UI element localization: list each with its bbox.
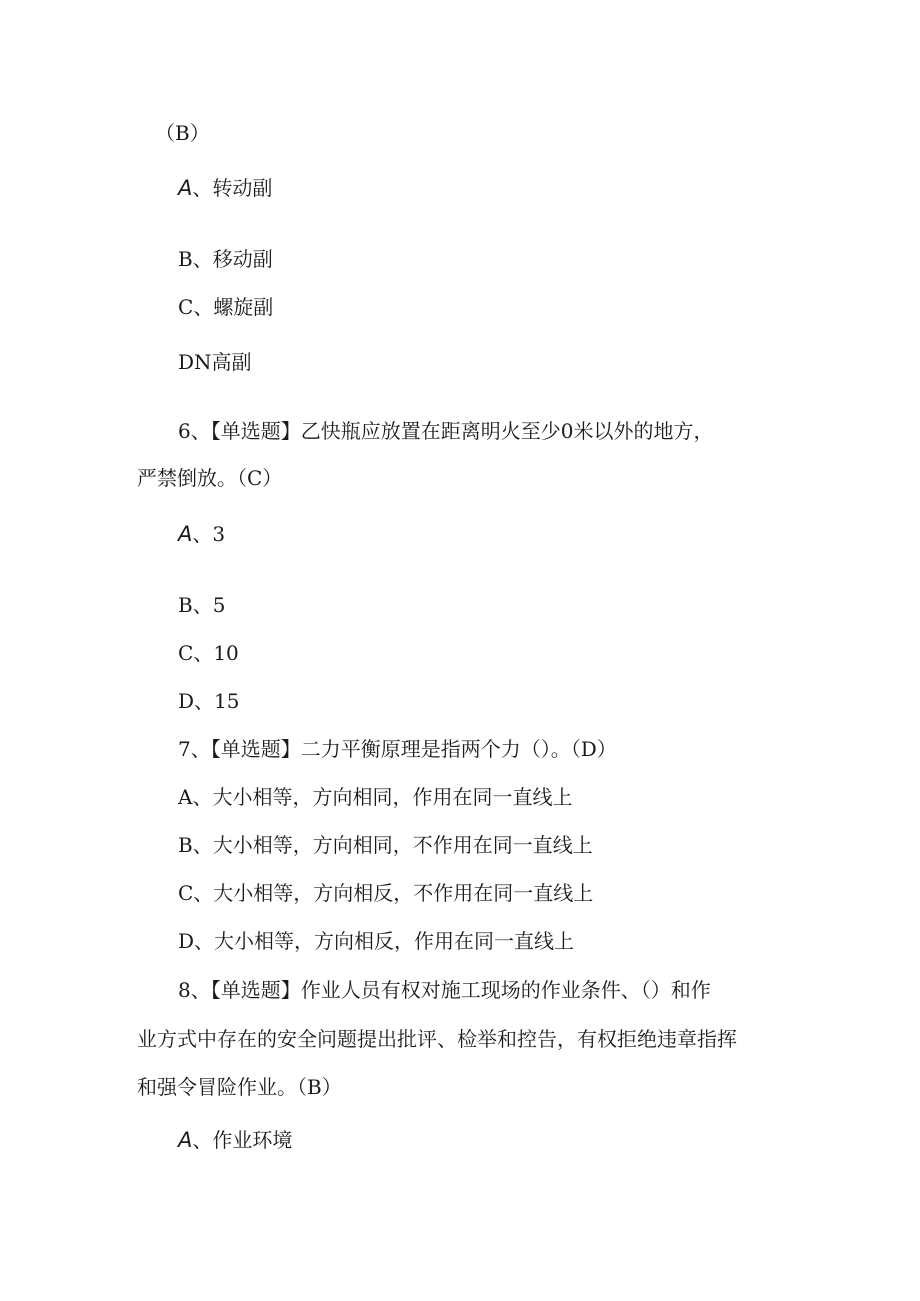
option-text: 10 — [213, 641, 239, 665]
q7-option-b: B、大小相等，方向相同，不作用在同一直线上 — [178, 833, 593, 857]
option-letter: C — [178, 641, 194, 665]
q7-option-a: A、大小相等，方向相同，作用在同一直线上 — [178, 785, 573, 809]
option-letter: A — [178, 176, 193, 200]
question-6-line-1: 6、【单选题】乙快瓶应放置在距离明火至少0米以外的地方， — [178, 419, 714, 443]
q6-option-d — [178, 689, 240, 713]
option-separator: 、 — [192, 176, 213, 200]
option-letter: A — [178, 1128, 193, 1152]
q7-option-c: C、大小相等，方向相反，不作用在同一直线上 — [178, 881, 594, 905]
option-text: 作业环境 — [212, 1128, 293, 1152]
option-separator: 、 — [194, 689, 215, 713]
option-separator: 、 — [192, 593, 213, 617]
option-letter: B — [178, 247, 193, 271]
question-5-answer: （B） — [155, 121, 210, 145]
option-text: 高副 — [211, 350, 252, 374]
option-text: 3 — [212, 522, 226, 546]
option-separator: 、 — [192, 247, 213, 271]
q6-option-a — [178, 522, 225, 546]
option-letter: A — [178, 522, 193, 546]
option-text: 5 — [212, 593, 226, 617]
option-text: 15 — [214, 689, 240, 713]
option-letter: C — [178, 295, 194, 319]
q8-option-a — [178, 1128, 292, 1152]
option-text: 移动副 — [212, 247, 273, 271]
question-7-line-1: 7、【单选题】二力平衡原理是指两个力（）。（D） — [178, 737, 617, 761]
option-letter: D — [178, 689, 195, 713]
option-separator: 、 — [192, 1128, 213, 1152]
q5-option-b — [178, 247, 273, 271]
question-8-line-1: 8、【单选题】作业人员有权对施工现场的作业条件、（）和作 — [178, 978, 711, 1002]
option-text: 转动副 — [212, 176, 273, 200]
q5-option-a — [178, 176, 272, 200]
question-8-line-3: 和强令冒险作业。（B） — [137, 1075, 342, 1099]
question-6-line-2: 严禁倒放。（C） — [137, 466, 283, 490]
q7-option-d: D、大小相等，方向相反，作用在同一直线上 — [178, 929, 575, 953]
option-text: 螺旋副 — [213, 295, 274, 319]
question-8-line-2: 业方式中存在的安全问题提出批评、检举和控告，有权拒绝违章指挥 — [137, 1027, 737, 1051]
option-separator: 、 — [193, 295, 214, 319]
q6-option-b — [178, 593, 225, 617]
q6-option-c — [178, 641, 239, 665]
option-letter: DN — [178, 350, 212, 374]
option-separator: 、 — [192, 522, 213, 546]
q5-option-c — [178, 295, 273, 319]
option-separator: 、 — [193, 641, 214, 665]
option-letter: B — [178, 593, 193, 617]
q5-option-d — [178, 350, 252, 374]
